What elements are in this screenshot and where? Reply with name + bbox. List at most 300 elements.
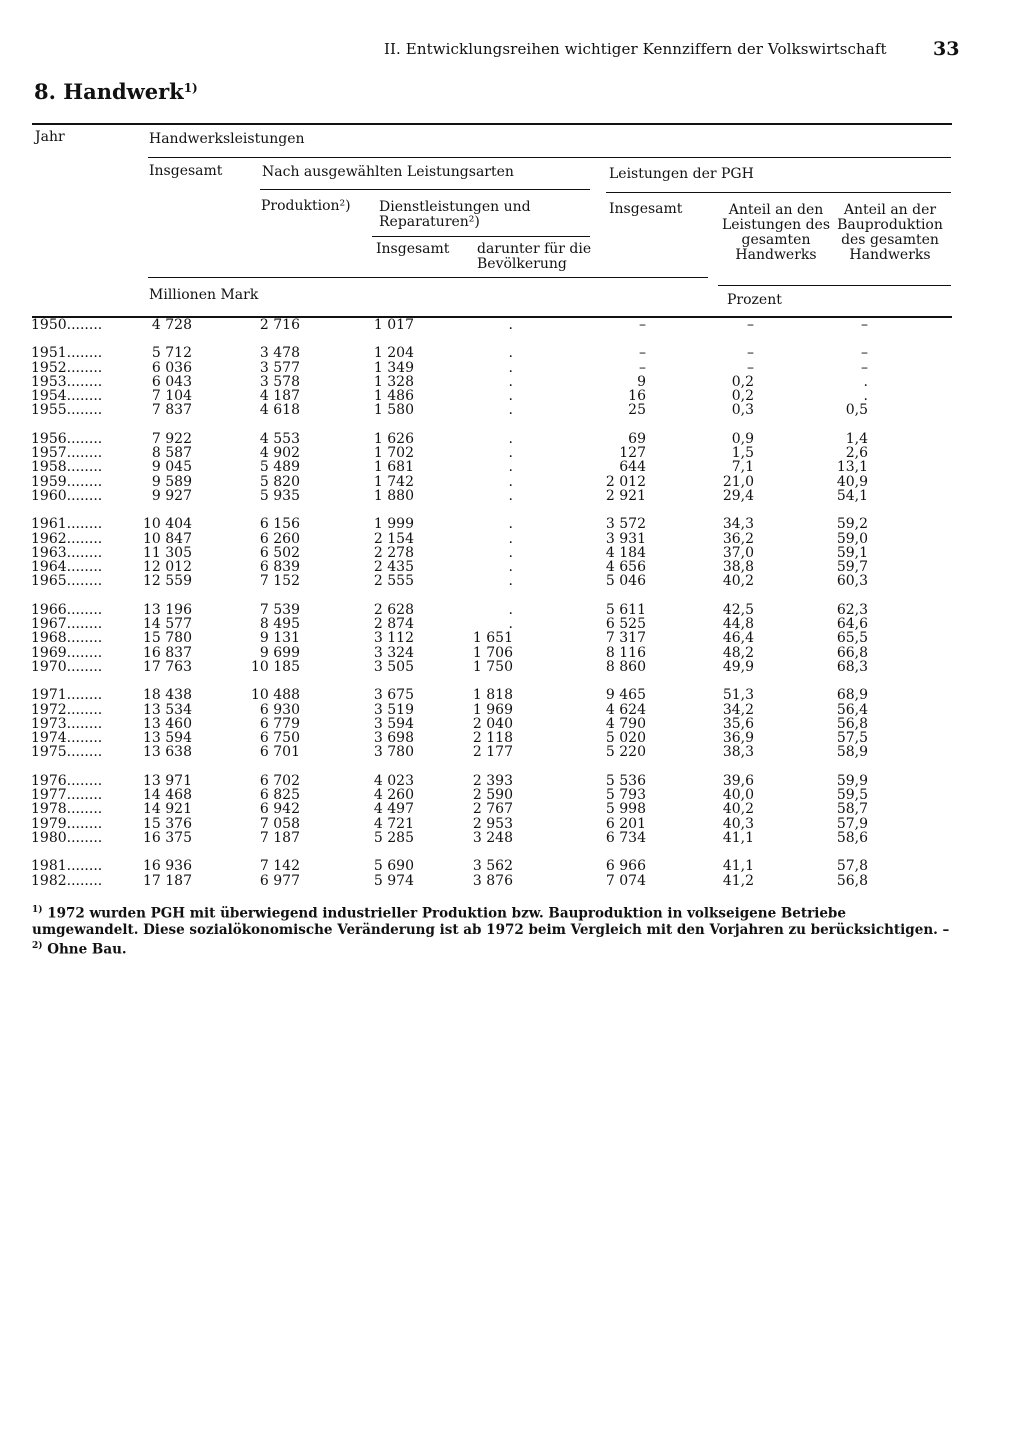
- cell-anteil-leistungen: 36,9: [722, 730, 754, 747]
- col-dl-insgesamt: Insgesamt: [376, 241, 450, 257]
- cell-year: 1965........: [31, 573, 103, 590]
- cell-handwerk-insgesamt: 14 468: [143, 787, 192, 804]
- footnote-mark-1: 1): [32, 905, 43, 915]
- cell-anteil-bauproduktion: 40,9: [836, 473, 868, 490]
- cell-handwerk-insgesamt: 16 375: [143, 829, 192, 846]
- col-pgh-insgesamt: Insgesamt: [609, 201, 683, 217]
- cell-dienstleistungen-insgesamt: 3 594: [373, 715, 414, 732]
- cell-handwerk-insgesamt: 12 012: [143, 559, 192, 576]
- rule-unit-mark: [148, 277, 708, 278]
- cell-dienstleistungen-insgesamt: 3 675: [373, 687, 414, 704]
- cell-anteil-bauproduktion: 66,8: [836, 644, 868, 661]
- cell-produktion: 6 750: [259, 730, 300, 747]
- cell-bevoelkerung: 3 562: [472, 858, 513, 875]
- cell-pgh-insgesamt: 9: [637, 373, 646, 390]
- row-group: [0, 318, 1000, 332]
- cell-handwerk-insgesamt: 16 837: [143, 644, 192, 661]
- cell-produktion: 4 553: [259, 430, 300, 447]
- table-row: [0, 703, 1000, 717]
- table-row: [0, 617, 1000, 631]
- cell-produktion: 6 156: [259, 516, 300, 533]
- cell-bevoelkerung: .: [508, 516, 513, 533]
- col-darunter: darunter für die Bevölkerung: [477, 241, 592, 272]
- col-insgesamt: Insgesamt: [149, 163, 223, 179]
- cell-anteil-bauproduktion: 59,9: [836, 772, 868, 789]
- cell-anteil-leistungen: 40,0: [722, 787, 754, 804]
- cell-year: 1960........: [31, 487, 103, 504]
- col-pgh: Leistungen der PGH: [609, 166, 754, 182]
- cell-bevoelkerung: .: [508, 601, 513, 618]
- rule-dienstleistungen: [372, 236, 590, 237]
- cell-bevoelkerung: 3 248: [472, 829, 513, 846]
- cell-anteil-leistungen: 0,9: [731, 430, 754, 447]
- cell-handwerk-insgesamt: 13 534: [143, 701, 192, 718]
- title-note: 1): [183, 81, 198, 95]
- col-nach-ausgewaehlten: Nach ausgewählten Leistungsarten: [262, 164, 514, 180]
- unit-prozent: Prozent: [727, 292, 782, 308]
- cell-year: 1977........: [31, 787, 103, 804]
- cell-year: 1974........: [31, 730, 103, 747]
- cell-produktion: 6 779: [259, 715, 300, 732]
- table-title: [34, 79, 198, 104]
- cell-year: 1958........: [31, 459, 103, 476]
- cell-handwerk-insgesamt: 9 589: [151, 473, 192, 490]
- cell-bevoelkerung: 2 393: [472, 772, 513, 789]
- cell-year: 1971........: [31, 687, 103, 704]
- cell-produktion: 8 495: [259, 616, 300, 633]
- cell-anteil-bauproduktion: .: [863, 388, 868, 405]
- cell-handwerk-insgesamt: 16 936: [143, 858, 192, 875]
- cell-pgh-insgesamt: –: [639, 359, 646, 376]
- cell-anteil-leistungen: 51,3: [722, 687, 754, 704]
- table-row: [0, 802, 1000, 816]
- cell-bevoelkerung: .: [508, 388, 513, 405]
- cell-bevoelkerung: 3 876: [472, 872, 513, 889]
- cell-handwerk-insgesamt: 17 763: [143, 658, 192, 675]
- cell-anteil-bauproduktion: .: [863, 373, 868, 390]
- cell-dienstleistungen-insgesamt: 3 519: [373, 701, 414, 718]
- cell-anteil-leistungen: 34,2: [722, 701, 754, 718]
- cell-bevoelkerung: .: [508, 317, 513, 333]
- table-row: [0, 517, 1000, 531]
- footnote-mark-2: 2): [32, 940, 43, 951]
- row-group: [0, 346, 1000, 417]
- cell-anteil-bauproduktion: 65,5: [836, 630, 868, 647]
- table-row: [0, 774, 1000, 788]
- cell-pgh-insgesamt: 4 184: [605, 544, 646, 561]
- data-table: [0, 318, 1000, 902]
- cell-produktion: 3 478: [259, 345, 300, 362]
- cell-year: 1962........: [31, 530, 103, 547]
- cell-anteil-bauproduktion: 58,7: [836, 801, 868, 818]
- cell-dienstleistungen-insgesamt: 4 023: [373, 772, 414, 789]
- cell-pgh-insgesamt: 5 611: [605, 601, 646, 618]
- col-produktion: Produktion²): [261, 198, 351, 214]
- cell-pgh-insgesamt: 5 536: [605, 772, 646, 789]
- cell-anteil-leistungen: –: [747, 317, 754, 333]
- cell-anteil-bauproduktion: 57,8: [836, 858, 868, 875]
- cell-anteil-bauproduktion: 56,4: [836, 701, 868, 718]
- cell-anteil-leistungen: 21,0: [722, 473, 754, 490]
- cell-anteil-bauproduktion: 57,5: [836, 730, 868, 747]
- cell-anteil-bauproduktion: 54,1: [836, 487, 868, 504]
- cell-pgh-insgesamt: 8 116: [605, 644, 646, 661]
- cell-anteil-leistungen: –: [747, 345, 754, 362]
- cell-anteil-bauproduktion: 2,6: [845, 445, 868, 462]
- cell-handwerk-insgesamt: 11 305: [143, 544, 192, 561]
- cell-bevoelkerung: .: [508, 487, 513, 504]
- cell-anteil-bauproduktion: 60,3: [836, 573, 868, 590]
- cell-year: 1970........: [31, 658, 103, 675]
- cell-pgh-insgesamt: 7 074: [605, 872, 646, 889]
- col-dienstleistungen: Dienstleistungen und Reparaturen²): [379, 199, 531, 230]
- cell-anteil-leistungen: 40,2: [722, 801, 754, 818]
- table-row: [0, 874, 1000, 888]
- cell-anteil-bauproduktion: 59,0: [836, 530, 868, 547]
- table-row: [0, 603, 1000, 617]
- cell-produktion: 7 187: [259, 829, 300, 846]
- cell-year: 1982........: [31, 872, 103, 889]
- cell-bevoelkerung: 2 177: [472, 744, 513, 761]
- cell-produktion: 5 935: [259, 487, 300, 504]
- cell-bevoelkerung: .: [508, 402, 513, 419]
- table-row: [0, 745, 1000, 759]
- cell-dienstleistungen-insgesamt: 3 324: [373, 644, 414, 661]
- cell-produktion: 3 577: [259, 359, 300, 376]
- col-anteil-leistungen: Anteil an den Leistungen des gesamten Handwerks: [721, 202, 831, 263]
- cell-anteil-leistungen: 44,8: [722, 616, 754, 633]
- cell-handwerk-insgesamt: 13 196: [143, 601, 192, 618]
- cell-dienstleistungen-insgesamt: 2 154: [373, 530, 414, 547]
- cell-anteil-bauproduktion: –: [861, 359, 868, 376]
- cell-year: 1975........: [31, 744, 103, 761]
- cell-dienstleistungen-insgesamt: 2 435: [373, 559, 414, 576]
- cell-pgh-insgesamt: 6 734: [605, 829, 646, 846]
- cell-produktion: 6 702: [259, 772, 300, 789]
- cell-anteil-leistungen: 42,5: [722, 601, 754, 618]
- cell-bevoelkerung: 1 750: [472, 658, 513, 675]
- footnote: [32, 902, 957, 957]
- row-group: [0, 603, 1000, 674]
- row-group: [0, 432, 1000, 503]
- table-row: [0, 318, 1000, 332]
- cell-bevoelkerung: 2 040: [472, 715, 513, 732]
- cell-anteil-leistungen: 41,1: [722, 829, 754, 846]
- cell-bevoelkerung: 1 969: [472, 701, 513, 718]
- cell-dienstleistungen-insgesamt: 1 999: [373, 516, 414, 533]
- cell-pgh-insgesamt: 6 201: [605, 815, 646, 832]
- cell-handwerk-insgesamt: 15 780: [143, 630, 192, 647]
- rule-handwerk: [148, 157, 951, 158]
- cell-dienstleistungen-insgesamt: 4 260: [373, 787, 414, 804]
- cell-dienstleistungen-insgesamt: 5 285: [373, 829, 414, 846]
- cell-produktion: 4 187: [259, 388, 300, 405]
- cell-produktion: 7 058: [259, 815, 300, 832]
- row-group: [0, 517, 1000, 588]
- table-row: [0, 646, 1000, 660]
- footnote-text-2: Ohne Bau.: [47, 941, 127, 957]
- cell-handwerk-insgesamt: 13 638: [143, 744, 192, 761]
- cell-bevoelkerung: .: [508, 530, 513, 547]
- cell-pgh-insgesamt: 4 656: [605, 559, 646, 576]
- cell-anteil-bauproduktion: 68,9: [836, 687, 868, 704]
- col-jahr: Jahr: [35, 129, 65, 145]
- unit-mark: Millionen Mark: [149, 287, 259, 303]
- table-row: [0, 688, 1000, 702]
- cell-pgh-insgesamt: –: [639, 345, 646, 362]
- cell-produktion: 6 930: [259, 701, 300, 718]
- cell-anteil-leistungen: 34,3: [722, 516, 754, 533]
- table-row: [0, 560, 1000, 574]
- cell-bevoelkerung: .: [508, 459, 513, 476]
- cell-dienstleistungen-insgesamt: 5 974: [373, 872, 414, 889]
- rule-pgh: [606, 192, 951, 193]
- cell-dienstleistungen-insgesamt: 3 112: [373, 630, 414, 647]
- cell-bevoelkerung: .: [508, 445, 513, 462]
- cell-year: 1976........: [31, 772, 103, 789]
- cell-pgh-insgesamt: 25: [628, 402, 646, 419]
- cell-handwerk-insgesamt: 13 460: [143, 715, 192, 732]
- cell-dienstleistungen-insgesamt: 1 017: [373, 317, 414, 333]
- cell-anteil-bauproduktion: 64,6: [836, 616, 868, 633]
- cell-anteil-leistungen: 1,5: [731, 445, 754, 462]
- cell-anteil-leistungen: 41,1: [722, 858, 754, 875]
- cell-anteil-leistungen: 46,4: [722, 630, 754, 647]
- cell-bevoelkerung: 1 818: [472, 687, 513, 704]
- cell-anteil-leistungen: 40,3: [722, 815, 754, 832]
- cell-produktion: 6 825: [259, 787, 300, 804]
- cell-anteil-bauproduktion: 57,9: [836, 815, 868, 832]
- cell-year: 1951........: [31, 345, 103, 362]
- cell-year: 1968........: [31, 630, 103, 647]
- cell-produktion: 6 701: [259, 744, 300, 761]
- cell-dienstleistungen-insgesamt: 5 690: [373, 858, 414, 875]
- cell-dienstleistungen-insgesamt: 1 580: [373, 402, 414, 419]
- footnote-text-1: 1972 wurden PGH mit überwiegend industrieller Produktion bzw. Bauproduktion in volkseigene Betriebe umgewandelt. Diese sozialökonomische Veränderung ist ab 1972 beim Vergleich mit den Vorjahren zu berücksichtigen. –: [32, 905, 950, 938]
- cell-anteil-bauproduktion: 58,9: [836, 744, 868, 761]
- cell-year: 1969........: [31, 644, 103, 661]
- cell-pgh-insgesamt: 3 931: [605, 530, 646, 547]
- cell-produktion: 3 578: [259, 373, 300, 390]
- cell-year: 1956........: [31, 430, 103, 447]
- cell-dienstleistungen-insgesamt: 4 497: [373, 801, 414, 818]
- cell-anteil-bauproduktion: 13,1: [836, 459, 868, 476]
- cell-anteil-leistungen: 49,9: [722, 658, 754, 675]
- cell-anteil-leistungen: 0,2: [731, 373, 754, 390]
- cell-pgh-insgesamt: 6 525: [605, 616, 646, 633]
- table-row: [0, 788, 1000, 802]
- cell-pgh-insgesamt: 2 921: [605, 487, 646, 504]
- cell-handwerk-insgesamt: 9 927: [151, 487, 192, 504]
- cell-produktion: 2 716: [259, 317, 300, 333]
- page-number: 33: [933, 38, 960, 60]
- cell-produktion: 6 839: [259, 559, 300, 576]
- cell-dienstleistungen-insgesamt: 2 628: [373, 601, 414, 618]
- table-row: [0, 731, 1000, 745]
- cell-produktion: 9 699: [259, 644, 300, 661]
- cell-dienstleistungen-insgesamt: 2 874: [373, 616, 414, 633]
- cell-handwerk-insgesamt: 5 712: [151, 345, 192, 362]
- cell-bevoelkerung: .: [508, 559, 513, 576]
- title-number: 8.: [34, 79, 56, 104]
- cell-produktion: 5 820: [259, 473, 300, 490]
- cell-anteil-leistungen: 48,2: [722, 644, 754, 661]
- cell-anteil-leistungen: 39,6: [722, 772, 754, 789]
- cell-bevoelkerung: .: [508, 544, 513, 561]
- cell-year: 1961........: [31, 516, 103, 533]
- cell-bevoelkerung: .: [508, 359, 513, 376]
- cell-dienstleistungen-insgesamt: 3 698: [373, 730, 414, 747]
- cell-pgh-insgesamt: 4 790: [605, 715, 646, 732]
- table-row: [0, 831, 1000, 845]
- cell-produktion: 9 131: [259, 630, 300, 647]
- cell-pgh-insgesamt: 5 220: [605, 744, 646, 761]
- table-row: [0, 446, 1000, 460]
- cell-handwerk-insgesamt: 6 036: [151, 359, 192, 376]
- table-row: [0, 432, 1000, 446]
- cell-handwerk-insgesamt: 7 922: [151, 430, 192, 447]
- cell-anteil-leistungen: 38,8: [722, 559, 754, 576]
- table-row: [0, 346, 1000, 360]
- cell-pgh-insgesamt: 127: [619, 445, 646, 462]
- cell-produktion: 10 185: [251, 658, 300, 675]
- cell-pgh-insgesamt: 8 860: [605, 658, 646, 675]
- cell-pgh-insgesamt: 6 966: [605, 858, 646, 875]
- cell-handwerk-insgesamt: 17 187: [143, 872, 192, 889]
- cell-dienstleistungen-insgesamt: 1 349: [373, 359, 414, 376]
- cell-anteil-leistungen: 38,3: [722, 744, 754, 761]
- cell-pgh-insgesamt: –: [639, 317, 646, 333]
- cell-pgh-insgesamt: 5 793: [605, 787, 646, 804]
- cell-handwerk-insgesamt: 13 594: [143, 730, 192, 747]
- cell-handwerk-insgesamt: 8 587: [151, 445, 192, 462]
- table-row: [0, 532, 1000, 546]
- cell-anteil-bauproduktion: 59,5: [836, 787, 868, 804]
- cell-year: 1980........: [31, 829, 103, 846]
- table-row: [0, 460, 1000, 474]
- cell-bevoelkerung: .: [508, 616, 513, 633]
- cell-pgh-insgesamt: 7 317: [605, 630, 646, 647]
- cell-pgh-insgesamt: 5 046: [605, 573, 646, 590]
- cell-bevoelkerung: .: [508, 430, 513, 447]
- cell-dienstleistungen-insgesamt: 1 681: [373, 459, 414, 476]
- table-row: [0, 403, 1000, 417]
- cell-anteil-bauproduktion: 59,1: [836, 544, 868, 561]
- cell-handwerk-insgesamt: 14 921: [143, 801, 192, 818]
- cell-dienstleistungen-insgesamt: 1 742: [373, 473, 414, 490]
- cell-year: 1979........: [31, 815, 103, 832]
- table-row: [0, 546, 1000, 560]
- cell-anteil-leistungen: 29,4: [722, 487, 754, 504]
- row-group: [0, 859, 1000, 888]
- cell-pgh-insgesamt: 3 572: [605, 516, 646, 533]
- cell-bevoelkerung: .: [508, 373, 513, 390]
- cell-dienstleistungen-insgesamt: 2 555: [373, 573, 414, 590]
- cell-year: 1972........: [31, 701, 103, 718]
- running-head: II. Entwicklungsreihen wichtiger Kennziffern der Volkswirtschaft: [384, 40, 887, 58]
- cell-produktion: 7 539: [259, 601, 300, 618]
- table-row: [0, 660, 1000, 674]
- cell-pgh-insgesamt: 69: [628, 430, 646, 447]
- cell-anteil-leistungen: 41,2: [722, 872, 754, 889]
- cell-dienstleistungen-insgesamt: 3 780: [373, 744, 414, 761]
- cell-bevoelkerung: 2 767: [472, 801, 513, 818]
- cell-year: 1953........: [31, 373, 103, 390]
- cell-handwerk-insgesamt: 13 971: [143, 772, 192, 789]
- cell-produktion: 6 977: [259, 872, 300, 889]
- col-anteil-bau: Anteil an der Bauproduktion des gesamten Handwerks: [837, 202, 943, 263]
- cell-handwerk-insgesamt: 10 847: [143, 530, 192, 547]
- cell-pgh-insgesamt: 4 624: [605, 701, 646, 718]
- cell-dienstleistungen-insgesamt: 1 204: [373, 345, 414, 362]
- cell-anteil-bauproduktion: 0,5: [845, 402, 868, 419]
- cell-dienstleistungen-insgesamt: 1 702: [373, 445, 414, 462]
- cell-pgh-insgesamt: 2 012: [605, 473, 646, 490]
- cell-dienstleistungen-insgesamt: 1 626: [373, 430, 414, 447]
- cell-anteil-bauproduktion: 1,4: [845, 430, 868, 447]
- cell-produktion: 10 488: [251, 687, 300, 704]
- cell-produktion: 6 502: [259, 544, 300, 561]
- cell-dienstleistungen-insgesamt: 1 880: [373, 487, 414, 504]
- cell-produktion: 6 260: [259, 530, 300, 547]
- rule-leistungsarten: [260, 189, 590, 190]
- cell-anteil-leistungen: 40,2: [722, 573, 754, 590]
- cell-bevoelkerung: 2 590: [472, 787, 513, 804]
- cell-handwerk-insgesamt: 7 104: [151, 388, 192, 405]
- cell-dienstleistungen-insgesamt: 1 486: [373, 388, 414, 405]
- cell-produktion: 6 942: [259, 801, 300, 818]
- cell-anteil-leistungen: 35,6: [722, 715, 754, 732]
- cell-year: 1966........: [31, 601, 103, 618]
- table-row: [0, 817, 1000, 831]
- cell-handwerk-insgesamt: 12 559: [143, 573, 192, 590]
- cell-year: 1952........: [31, 359, 103, 376]
- cell-pgh-insgesamt: 5 020: [605, 730, 646, 747]
- cell-year: 1973........: [31, 715, 103, 732]
- cell-year: 1955........: [31, 402, 103, 419]
- cell-pgh-insgesamt: 16: [628, 388, 646, 405]
- cell-handwerk-insgesamt: 15 376: [143, 815, 192, 832]
- cell-pgh-insgesamt: 5 998: [605, 801, 646, 818]
- cell-anteil-bauproduktion: –: [861, 317, 868, 333]
- cell-dienstleistungen-insgesamt: 4 721: [373, 815, 414, 832]
- cell-handwerk-insgesamt: 6 043: [151, 373, 192, 390]
- cell-produktion: 4 618: [259, 402, 300, 419]
- cell-anteil-leistungen: –: [747, 359, 754, 376]
- table-row: [0, 859, 1000, 873]
- cell-bevoelkerung: .: [508, 573, 513, 590]
- title-text: Handwerk: [63, 79, 184, 104]
- table-row: [0, 717, 1000, 731]
- cell-bevoelkerung: 1 651: [472, 630, 513, 647]
- cell-handwerk-insgesamt: 10 404: [143, 516, 192, 533]
- cell-produktion: 5 489: [259, 459, 300, 476]
- cell-year: 1963........: [31, 544, 103, 561]
- cell-bevoelkerung: .: [508, 345, 513, 362]
- cell-anteil-bauproduktion: 62,3: [836, 601, 868, 618]
- cell-pgh-insgesamt: 9 465: [605, 687, 646, 704]
- cell-anteil-leistungen: 0,3: [731, 402, 754, 419]
- cell-year: 1967........: [31, 616, 103, 633]
- cell-anteil-leistungen: 36,2: [722, 530, 754, 547]
- cell-year: 1978........: [31, 801, 103, 818]
- cell-year: 1954........: [31, 388, 103, 405]
- cell-bevoelkerung: .: [508, 473, 513, 490]
- table-row: [0, 489, 1000, 503]
- cell-produktion: 4 902: [259, 445, 300, 462]
- cell-anteil-bauproduktion: 59,7: [836, 559, 868, 576]
- cell-anteil-bauproduktion: 59,2: [836, 516, 868, 533]
